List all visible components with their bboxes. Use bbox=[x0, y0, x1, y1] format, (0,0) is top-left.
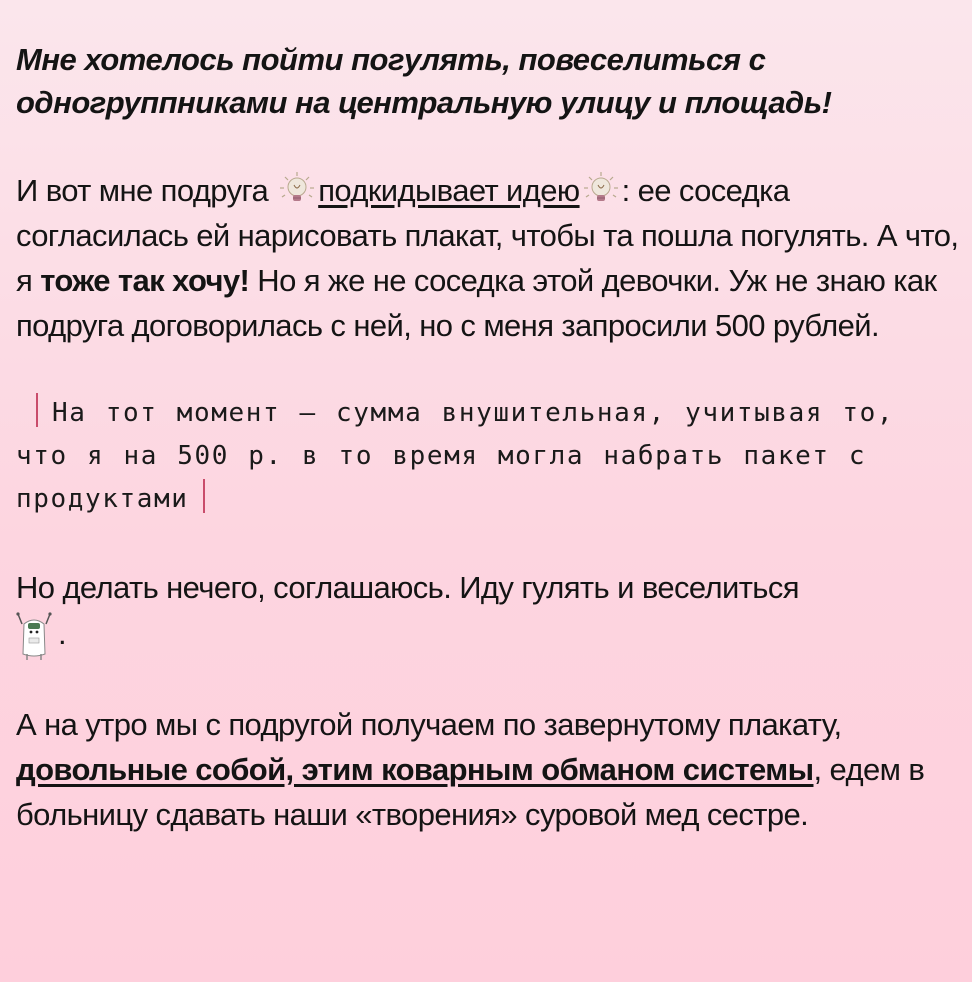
paragraph-text: А на утро мы с подругой получаем по завернутому плакату, bbox=[16, 707, 842, 742]
paragraph-text: , едем в больницу сдавать наши «творения» суровой мед сестре. bbox=[16, 752, 925, 832]
paragraph-text: И вот мне подруга bbox=[16, 173, 277, 208]
character-sticker-icon bbox=[16, 610, 52, 662]
post-content bbox=[16, 38, 960, 837]
paragraph-agree bbox=[16, 565, 960, 662]
lightbulb-icon bbox=[279, 171, 315, 207]
paragraph-friend-idea bbox=[16, 168, 960, 348]
highlighted-phrase-link[interactable]: довольные собой, этим коварным обманом системы bbox=[16, 752, 814, 787]
quote-bar-end bbox=[203, 479, 205, 513]
paragraph-text: Но я же не соседка этой девочки. Уж не знаю как подруга договорилась с ней, но с меня запросили 500 рублей. bbox=[16, 263, 937, 343]
paragraph-text: Но делать нечего, соглашаюсь. Иду гулять и веселиться bbox=[16, 570, 799, 605]
quote-bar-start bbox=[36, 393, 38, 427]
quote-text: На тот момент – сумма внушительная, учитывая то, что я на 500 р. в то время могла набрать пакет с продуктами bbox=[16, 398, 895, 514]
quote-block bbox=[16, 392, 960, 521]
post-heading bbox=[16, 38, 960, 124]
paragraph-text: : ее соседка согласилась ей нарисовать плакат, чтобы та пошла погулять. А что, я bbox=[16, 173, 959, 298]
paragraph-end: . bbox=[58, 616, 67, 651]
bold-phrase: тоже так хочу! bbox=[40, 263, 250, 298]
paragraph-morning bbox=[16, 702, 960, 837]
lightbulb-icon bbox=[583, 171, 619, 207]
idea-link[interactable]: подкидывает идею bbox=[318, 173, 580, 208]
heading-text: Мне хотелось пойти погулять, повеселиться с одногруппниками на центральную улицу и площадь! bbox=[16, 42, 832, 120]
